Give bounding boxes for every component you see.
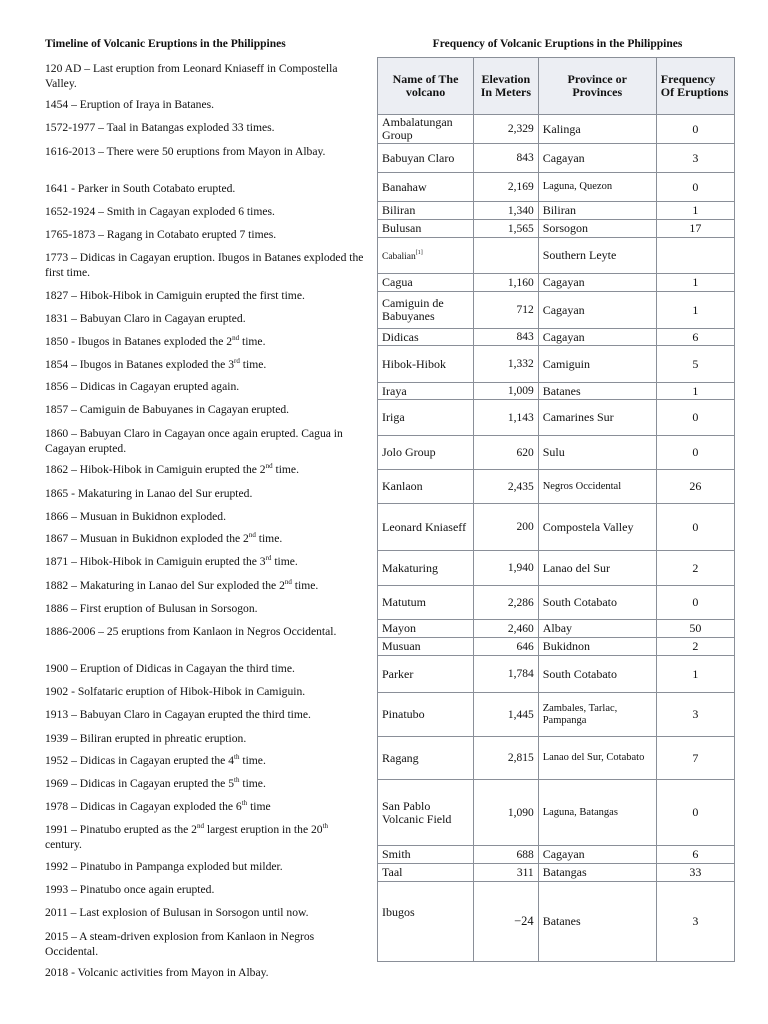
timeline-entry-text: 1902 - Solfataric eruption of Hibok-Hibok in Camiguin. [45, 685, 306, 698]
volcano-name-cell [378, 638, 474, 656]
volcano-name: Hibok-Hibok [382, 356, 446, 371]
frequency-cell: 0 [656, 436, 734, 470]
elevation-cell: 712 [474, 292, 539, 329]
volcano-name: Didicas [382, 329, 419, 344]
ordinal-suffix: nd [284, 578, 292, 587]
frequency-cell: 2 [656, 551, 734, 586]
volcano-name-cell [378, 620, 474, 638]
volcano-name: Musuan [382, 639, 421, 653]
volcano-name: Taal [382, 865, 403, 879]
frequency-cell: 6 [656, 846, 734, 864]
timeline-entry-text: time. [272, 463, 299, 476]
frequency-cell: 0 [656, 400, 734, 436]
ordinal-suffix: nd [196, 822, 204, 831]
timeline-entry [45, 145, 365, 160]
volcano-name: Cabalian [382, 252, 416, 262]
province-cell: South Cotabato [538, 586, 656, 620]
table-row [378, 864, 735, 882]
elevation-cell: 2,169 [474, 173, 539, 202]
timeline-entry-text: 120 AD – Last eruption from Leonard Kniaseff in Compostella Valley. [45, 62, 338, 90]
table-row [378, 882, 735, 962]
table-row [378, 620, 735, 638]
volcano-name: Jolo Group [382, 445, 436, 459]
volcano-name-cell [378, 346, 474, 383]
timeline-entry-text: 1969 – Didicas in Cagayan erupted the 5 [45, 777, 234, 790]
header-elevation: Elevation In Meters [474, 58, 539, 115]
timeline-entry-text: time. [239, 777, 266, 790]
province-cell: South Cotabato [538, 656, 656, 693]
timeline-entry-text: 1939 – Biliran erupted in phreatic eruption. [45, 732, 247, 745]
timeline-entry-text: 1854 – Ibugos in Batanes exploded the 3 [45, 358, 235, 371]
volcano-name-cell [378, 144, 474, 173]
volcano-name-cell [378, 400, 474, 436]
timeline-entry [45, 251, 365, 280]
volcano-name-cell [378, 656, 474, 693]
timeline-entry [45, 205, 365, 220]
table-header-row [378, 58, 735, 115]
volcano-name: Matutum [382, 595, 426, 609]
frequency-cell: 50 [656, 620, 734, 638]
ordinal-suffix: th [234, 753, 240, 762]
elevation-cell: 1,090 [474, 780, 539, 846]
province-cell: Sorsogon [538, 220, 656, 238]
timeline-entry-text: 1993 – Pinatubo once again erupted. [45, 883, 215, 896]
frequency-cell: 5 [656, 346, 734, 383]
table-row [378, 144, 735, 173]
ordinal-suffix: nd [248, 531, 256, 540]
volcano-name: Babuyan Claro [382, 150, 455, 165]
table-row [378, 202, 735, 220]
province-cell: Cagayan [538, 846, 656, 864]
table-row [378, 383, 735, 400]
frequency-cell: 1 [656, 656, 734, 693]
timeline-entry-text: 1641 - Parker in South Cotabato erupted. [45, 182, 236, 195]
table-row [378, 173, 735, 202]
timeline-entry-text: 2011 – Last explosion of Bulusan in Sorsogon until now. [45, 906, 309, 919]
frequency-cell: 1 [656, 292, 734, 329]
volcano-name: Parker [382, 666, 414, 681]
province-cell: Lanao del Sur [538, 551, 656, 586]
timeline-entry-text: 1991 – Pinatubo erupted as the 2 [45, 823, 197, 836]
province-cell: Negros Occidental [538, 470, 656, 504]
elevation-cell: 1,565 [474, 220, 539, 238]
frequency-cell: 1 [656, 274, 734, 292]
timeline-entry [45, 121, 365, 136]
province-cell: Albay [538, 620, 656, 638]
volcano-name: Cagua [382, 275, 413, 289]
volcano-name-cell [378, 202, 474, 220]
frequency-cell: 0 [656, 586, 734, 620]
timeline-entry-text: 1867 – Musuan in Bukidnon exploded the 2 [45, 532, 249, 545]
timeline-entry-text: 2015 – A steam-driven explosion from Kanlaon in Negros Occidental. [45, 930, 315, 958]
timeline-entry-text: time. [239, 754, 266, 767]
volcano-name-cell [378, 436, 474, 470]
timeline-entry-text: time [247, 800, 271, 813]
timeline-entry [45, 358, 365, 373]
volcano-name-cell [378, 220, 474, 238]
timeline-entry [45, 602, 365, 617]
timeline-entry [45, 930, 365, 959]
province-cell: Compostela Valley [538, 504, 656, 551]
volcano-name: Leonard Kniaseff [382, 519, 467, 534]
timeline-entry-text: 1862 – Hibok-Hibok in Camiguin erupted the 2 [45, 463, 266, 476]
timeline-entry-text: century. [45, 837, 82, 851]
timeline-entry-text: 1827 – Hibok-Hibok in Camiguin erupted the first time. [45, 289, 305, 302]
province-cell: Camiguin [538, 346, 656, 383]
province-cell: Cagayan [538, 329, 656, 346]
timeline-entry-text: 1886 – First eruption of Bulusan in Sorsogon. [45, 602, 258, 615]
timeline-entry [45, 463, 365, 478]
timeline-entry-text: 1900 – Eruption of Didicas in Cagayan the third time. [45, 662, 295, 675]
volcano-name-cell [378, 238, 474, 274]
volcano-name-cell [378, 551, 474, 586]
frequency-cell: 6 [656, 329, 734, 346]
volcano-name-cell [378, 470, 474, 504]
province-cell: Zambales, Tarlac, Pampanga [538, 693, 656, 737]
table-row [378, 846, 735, 864]
volcano-name-cell [378, 115, 474, 144]
timeline-entry-text: 1773 – Didicas in Cagayan eruption. Ibugos in Batanes exploded the first time. [45, 251, 364, 279]
volcano-name-cell [378, 864, 474, 882]
elevation-cell: 1,784 [474, 656, 539, 693]
table-row [378, 115, 735, 144]
timeline-entry-text: 1886-2006 – 25 eruptions from Kanlaon in Negros Occidental. [45, 625, 337, 638]
timeline-entry-text: 1882 – Makaturing in Lanao del Sur exploded the 2 [45, 579, 285, 592]
ordinal-suffix: rd [265, 554, 272, 563]
timeline-entry-text: time. [271, 555, 298, 568]
timeline-entry [45, 754, 365, 769]
ordinal-suffix: th [241, 799, 248, 808]
timeline-entry [45, 823, 365, 852]
timeline-entry [45, 510, 365, 525]
frequency-cell: 1 [656, 383, 734, 400]
volcano-name-cell [378, 274, 474, 292]
province-cell: Camarines Sur [538, 400, 656, 436]
table-row [378, 292, 735, 329]
province-cell: Batanes [538, 383, 656, 400]
timeline-entry [45, 966, 365, 981]
elevation-cell: 2,815 [474, 737, 539, 780]
timeline-entry [45, 532, 365, 547]
table-row [378, 586, 735, 620]
province-cell: Laguna, Quezon [538, 173, 656, 202]
frequency-cell: 3 [656, 144, 734, 173]
header-frequency: Frequency Of Eruptions [656, 58, 734, 115]
elevation-cell: 2,460 [474, 620, 539, 638]
timeline-entry-text: 1652-1924 – Smith in Cagayan exploded 6 times. [45, 205, 275, 218]
elevation-cell: 200 [474, 504, 539, 551]
footnote-ref: [1] [415, 250, 423, 256]
volcano-name-cell [378, 780, 474, 846]
timeline-entry-text: 1860 – Babuyan Claro in Cagayan once again erupted. Cagua in Cagayan erupted. [45, 427, 343, 455]
timeline-entry [45, 98, 365, 113]
province-cell: Batanes [538, 882, 656, 962]
frequency-cell: 33 [656, 864, 734, 882]
elevation-cell: 2,435 [474, 470, 539, 504]
volcano-name: Banahaw [382, 179, 427, 194]
volcano-name: Pinatubo [382, 707, 425, 721]
timeline-entry [45, 380, 365, 395]
table-row [378, 400, 735, 436]
volcano-name-cell [378, 586, 474, 620]
elevation-cell: 1,332 [474, 346, 539, 383]
timeline-entry-text: time. [239, 358, 267, 371]
province-cell: Lanao del Sur, Cotabato [538, 737, 656, 780]
table-body [378, 115, 735, 962]
elevation-cell: 1,143 [474, 400, 539, 436]
timeline-entry [45, 625, 365, 640]
elevation-cell: 843 [474, 144, 539, 173]
timeline-entry [45, 289, 365, 304]
timeline-entry [45, 228, 365, 243]
timeline-entry [45, 685, 365, 700]
timeline-entry-text: time. [255, 532, 283, 545]
table-row [378, 238, 735, 274]
timeline-entry [45, 777, 365, 792]
elevation-cell: 843 [474, 329, 539, 346]
province-cell: Sulu [538, 436, 656, 470]
timeline-entry-text: time. [291, 579, 319, 592]
timeline-entry-text: 1865 - Makaturing in Lanao del Sur erupted. [45, 487, 253, 500]
volcano-name: Biliran [382, 203, 416, 217]
volcano-name: Ambalatungan Group [382, 115, 453, 142]
volcano-name-cell [378, 292, 474, 329]
timeline-entry-text: time. [239, 335, 266, 348]
elevation-cell: 1,009 [474, 383, 539, 400]
frequency-cell: 17 [656, 220, 734, 238]
table-row [378, 693, 735, 737]
elevation-cell: 1,340 [474, 202, 539, 220]
ordinal-suffix: th [322, 822, 329, 831]
frequency-cell: 2 [656, 638, 734, 656]
volcano-name: Ibugos [382, 905, 415, 919]
ordinal-suffix: th [234, 776, 240, 785]
table-row [378, 346, 735, 383]
elevation-cell: 688 [474, 846, 539, 864]
timeline-entry [45, 312, 365, 327]
frequency-cell: 7 [656, 737, 734, 780]
province-cell: Batangas [538, 864, 656, 882]
volcano-name: Bulusan [382, 221, 422, 235]
elevation-cell: 646 [474, 638, 539, 656]
table-row [378, 329, 735, 346]
volcano-name: Kanlaon [382, 479, 423, 493]
frequency-table [377, 57, 735, 962]
province-cell: Southern Leyte [538, 238, 656, 274]
timeline-entry [45, 555, 365, 570]
timeline-entry-text: 1866 – Musuan in Bukidnon exploded. [45, 510, 226, 523]
elevation-cell: 1,940 [474, 551, 539, 586]
elevation-cell: 1,160 [474, 274, 539, 292]
timeline-entry-text: 1856 – Didicas in Cagayan erupted again. [45, 380, 240, 393]
volcano-name: Makaturing [382, 560, 438, 575]
table-row [378, 656, 735, 693]
volcano-name-cell [378, 737, 474, 780]
volcano-name: Iraya [382, 383, 407, 398]
timeline-entry-text: 1913 – Babuyan Claro in Cagayan erupted the third time. [45, 708, 311, 721]
frequency-cell: 3 [656, 693, 734, 737]
table-row [378, 551, 735, 586]
timeline-entry [45, 487, 365, 502]
timeline-entry [45, 182, 365, 197]
timeline-entry-text: 2018 - Volcanic activities from Mayon in Albay. [45, 966, 269, 979]
timeline-entry [45, 860, 365, 875]
frequency-cell: 3 [656, 882, 734, 962]
volcano-name-cell [378, 329, 474, 346]
header-name: Name of The volcano [378, 58, 474, 115]
timeline-entry [45, 883, 365, 898]
timeline-entry [45, 732, 365, 747]
timeline-entry [45, 335, 365, 350]
frequency-cell: 0 [656, 173, 734, 202]
volcano-name: Camiguin de Babuyanes [382, 296, 444, 323]
timeline-entry [45, 403, 365, 418]
province-cell: Biliran [538, 202, 656, 220]
elevation-cell: 620 [474, 436, 539, 470]
table-row [378, 737, 735, 780]
table-row [378, 274, 735, 292]
timeline-entry-text: 1857 – Camiguin de Babuyanes in Cagayan erupted. [45, 403, 290, 416]
province-cell: Cagayan [538, 144, 656, 173]
timeline-entry-text: 1850 - Ibugos in Batanes exploded the 2 [45, 335, 233, 348]
frequency-title: Frequency of Volcanic Eruptions in the Philippines [432, 38, 683, 50]
timeline-entry-text: 1572-1977 – Taal in Batangas exploded 33 times. [45, 121, 275, 134]
table-row [378, 780, 735, 846]
table-row [378, 638, 735, 656]
elevation-cell: 2,286 [474, 586, 539, 620]
volcano-name: Smith [382, 847, 411, 861]
timeline-entry-text: largest eruption in the 20 [203, 823, 323, 836]
table-row [378, 470, 735, 504]
frequency-cell [656, 238, 734, 274]
volcano-name-cell [378, 173, 474, 202]
timeline-entry [45, 906, 365, 921]
elevation-cell: 311 [474, 864, 539, 882]
frequency-cell: 1 [656, 202, 734, 220]
elevation-cell: 1,445 [474, 693, 539, 737]
elevation-cell: −24 [474, 882, 539, 962]
volcano-name-cell [378, 383, 474, 400]
province-cell: Cagayan [538, 274, 656, 292]
timeline-entry-text: 1454 – Eruption of Iraya in Batanes. [45, 98, 215, 111]
frequency-cell: 0 [656, 115, 734, 144]
timeline-entry-text: 1616-2013 – There were 50 eruptions from Mayon in Albay. [45, 145, 326, 158]
timeline-entry-text: 1831 – Babuyan Claro in Cagayan erupted. [45, 312, 246, 325]
timeline-entry [45, 708, 365, 723]
frequency-cell: 26 [656, 470, 734, 504]
province-cell: Bukidnon [538, 638, 656, 656]
timeline-entry-text: 1978 – Didicas in Cagayan exploded the 6 [45, 800, 242, 813]
province-cell: Cagayan [538, 292, 656, 329]
ordinal-suffix: rd [234, 357, 240, 366]
frequency-cell: 0 [656, 504, 734, 551]
volcano-name-cell [378, 846, 474, 864]
province-cell: Laguna, Batangas [538, 780, 656, 846]
timeline-entry-text: 1952 – Didicas in Cagayan erupted the 4 [45, 754, 234, 767]
timeline-entry-text: 1871 – Hibok-Hibok in Camiguin erupted the 3 [45, 555, 266, 568]
ordinal-suffix: nd [232, 334, 240, 343]
volcano-name: Mayon [382, 621, 416, 635]
table-row [378, 220, 735, 238]
table-row [378, 436, 735, 470]
timeline-section [45, 38, 365, 59]
volcano-name-cell [378, 504, 474, 551]
table-row [378, 504, 735, 551]
timeline-entry [45, 800, 365, 815]
volcano-name-cell [378, 882, 474, 962]
ordinal-suffix: nd [265, 462, 273, 471]
timeline-entry [45, 579, 365, 594]
elevation-cell [474, 238, 539, 274]
volcano-name-cell [378, 693, 474, 737]
header-province: Province or Provinces [538, 58, 656, 115]
timeline-title: Timeline of Volcanic Eruptions in the Philippines [45, 38, 286, 50]
frequency-cell: 0 [656, 780, 734, 846]
timeline-entry-text: 1992 – Pinatubo in Pampanga exploded but milder. [45, 860, 283, 873]
timeline-entry [45, 62, 365, 91]
elevation-cell: 2,329 [474, 115, 539, 144]
timeline-entry [45, 662, 365, 677]
province-cell: Kalinga [538, 115, 656, 144]
timeline-entry [45, 427, 365, 456]
volcano-name: San Pablo Volcanic Field [382, 798, 452, 826]
volcano-name: Iriga [382, 410, 405, 424]
volcano-name: Ragang [382, 750, 419, 765]
timeline-entry-text: 1765-1873 – Ragang in Cotabato erupted 7 times. [45, 228, 277, 241]
